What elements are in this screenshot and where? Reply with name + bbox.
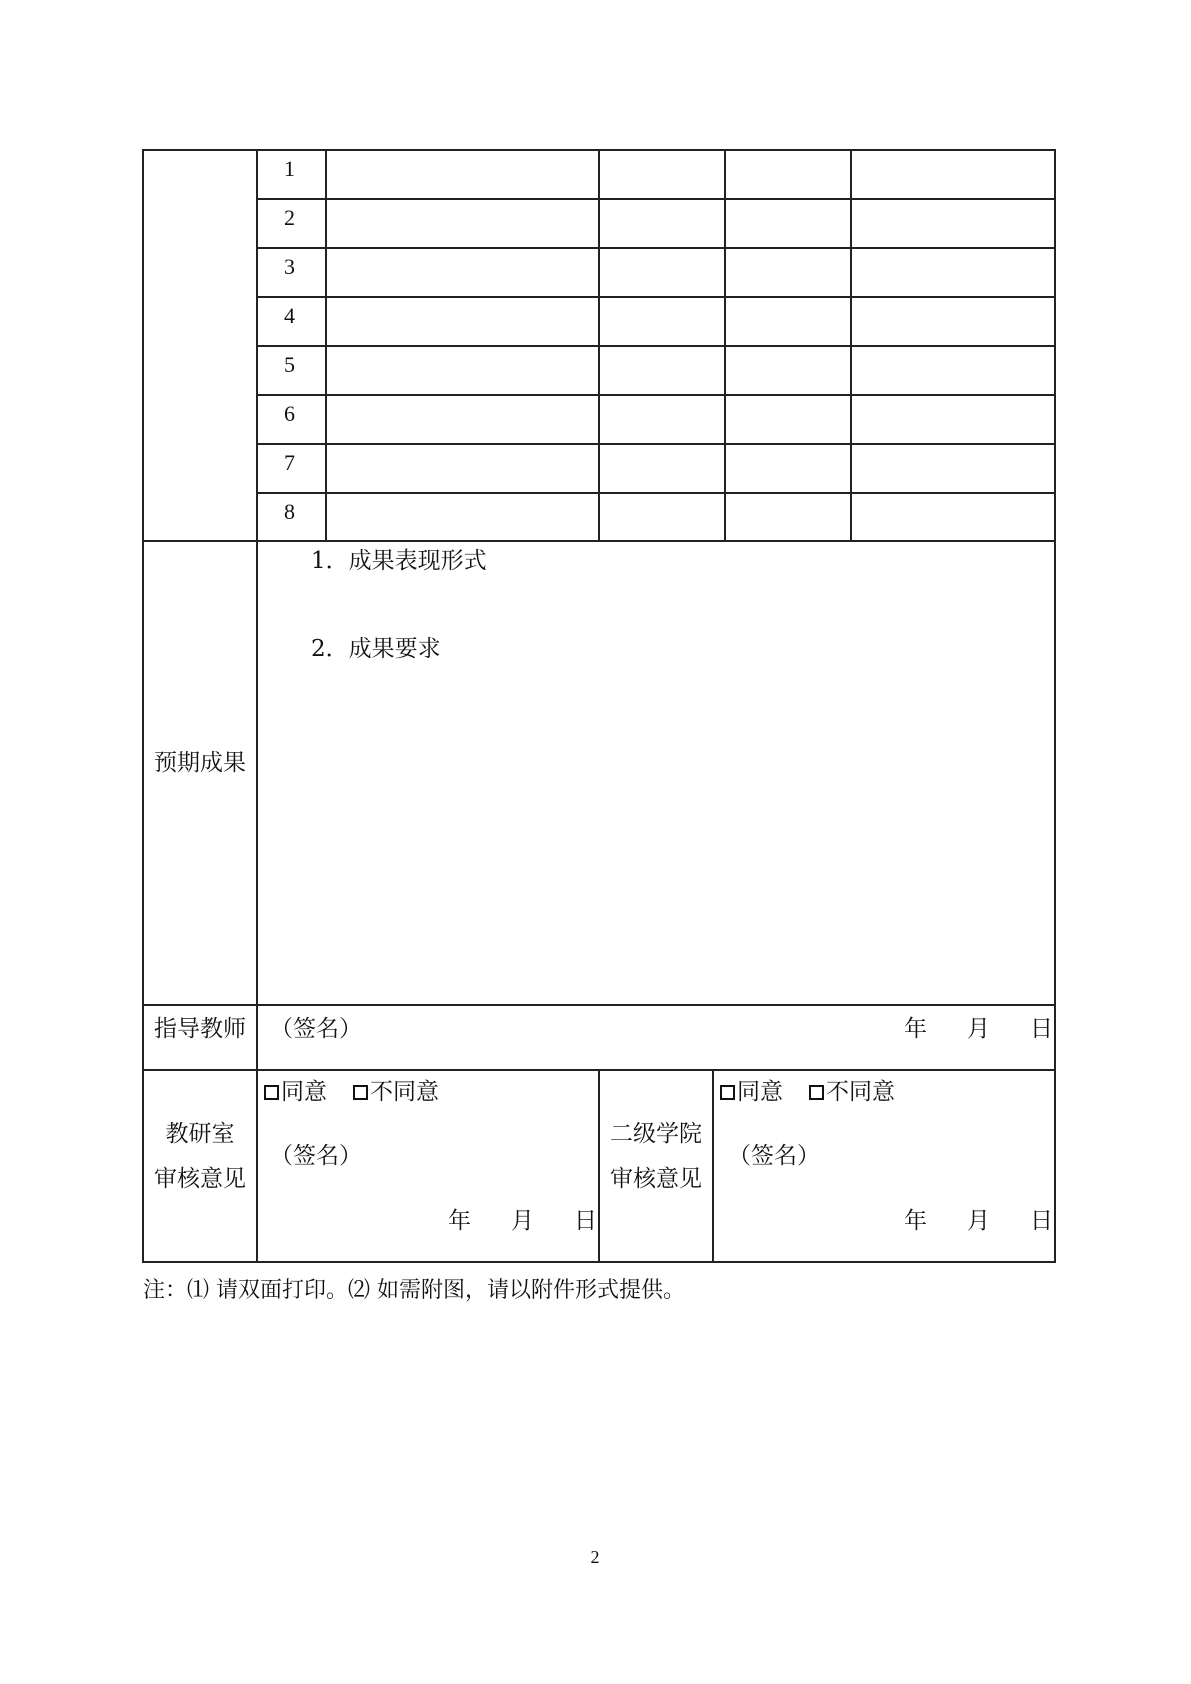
date-day: 日: [1030, 1016, 1053, 1042]
column-divider: [325, 149, 327, 542]
dept-review-options: [264, 1081, 439, 1104]
date-month: 月: [967, 1016, 990, 1042]
dept-review-signature: （签名）: [270, 1143, 362, 1169]
disagree-label: 不同意: [370, 1079, 439, 1105]
date-month: 月: [511, 1208, 534, 1234]
date-year: 年: [904, 1016, 927, 1042]
row-number: 1: [284, 156, 295, 181]
row-number: 5: [284, 352, 295, 377]
column-divider: [850, 149, 852, 542]
row-divider: [256, 247, 1056, 249]
section-divider: [142, 1004, 1056, 1006]
date-year: 年: [904, 1208, 927, 1234]
row-number: 7: [284, 450, 295, 475]
college-review-signature: （签名）: [728, 1143, 820, 1169]
row-number: 4: [284, 303, 295, 328]
disagree-label: 不同意: [826, 1079, 895, 1105]
college-review-label-line1: 二级学院: [610, 1121, 702, 1147]
row-divider: [256, 443, 1056, 445]
agree-label: 同意: [737, 1079, 783, 1105]
college-review-date: [904, 1210, 1053, 1233]
row-divider: [256, 296, 1056, 298]
expected-results-item-1: 1．成果表现形式: [311, 548, 487, 574]
row-divider: [256, 345, 1056, 347]
row-number: 6: [284, 401, 295, 426]
college-review-label-line2: 审核意见: [610, 1166, 702, 1192]
dept-review-label-line2: 审核意见: [154, 1166, 246, 1192]
label-column-divider: [256, 149, 258, 1263]
row-divider: [256, 198, 1056, 200]
table-border-left: [142, 149, 144, 1263]
footnote: 注：⑴ 请双面打印。⑵ 如需附图，请以附件形式提供。: [143, 1278, 685, 1303]
date-year: 年: [448, 1208, 471, 1234]
dept-review-date: [448, 1210, 597, 1233]
date-day: 日: [1030, 1208, 1053, 1234]
column-divider: [724, 149, 726, 542]
column-divider: [598, 149, 600, 542]
page-number: 2: [590, 1547, 600, 1567]
advisor-signature: （签名）: [270, 1016, 362, 1042]
disagree-checkbox[interactable]: [353, 1085, 368, 1100]
agree-checkbox[interactable]: [264, 1085, 279, 1100]
row-number: 3: [284, 254, 295, 279]
table-border-right: [1054, 149, 1056, 1263]
review-divider: [598, 1069, 600, 1263]
agree-label: 同意: [281, 1079, 327, 1105]
dept-review-label-line1: 教研室: [165, 1121, 235, 1147]
row-number: 8: [284, 499, 295, 524]
expected-results-item-2: 2．成果要求: [311, 636, 441, 662]
disagree-checkbox[interactable]: [809, 1085, 824, 1100]
date-day: 日: [574, 1208, 597, 1234]
expected-results-label: 预期成果: [154, 750, 246, 776]
date-month: 月: [967, 1208, 990, 1234]
row-divider: [256, 394, 1056, 396]
advisor-label: 指导教师: [154, 1016, 246, 1042]
review-divider: [712, 1069, 714, 1263]
row-divider: [256, 492, 1056, 494]
row-number: 2: [284, 205, 295, 230]
advisor-date: [904, 1018, 1053, 1041]
agree-checkbox[interactable]: [720, 1085, 735, 1100]
college-review-options: [720, 1081, 895, 1104]
